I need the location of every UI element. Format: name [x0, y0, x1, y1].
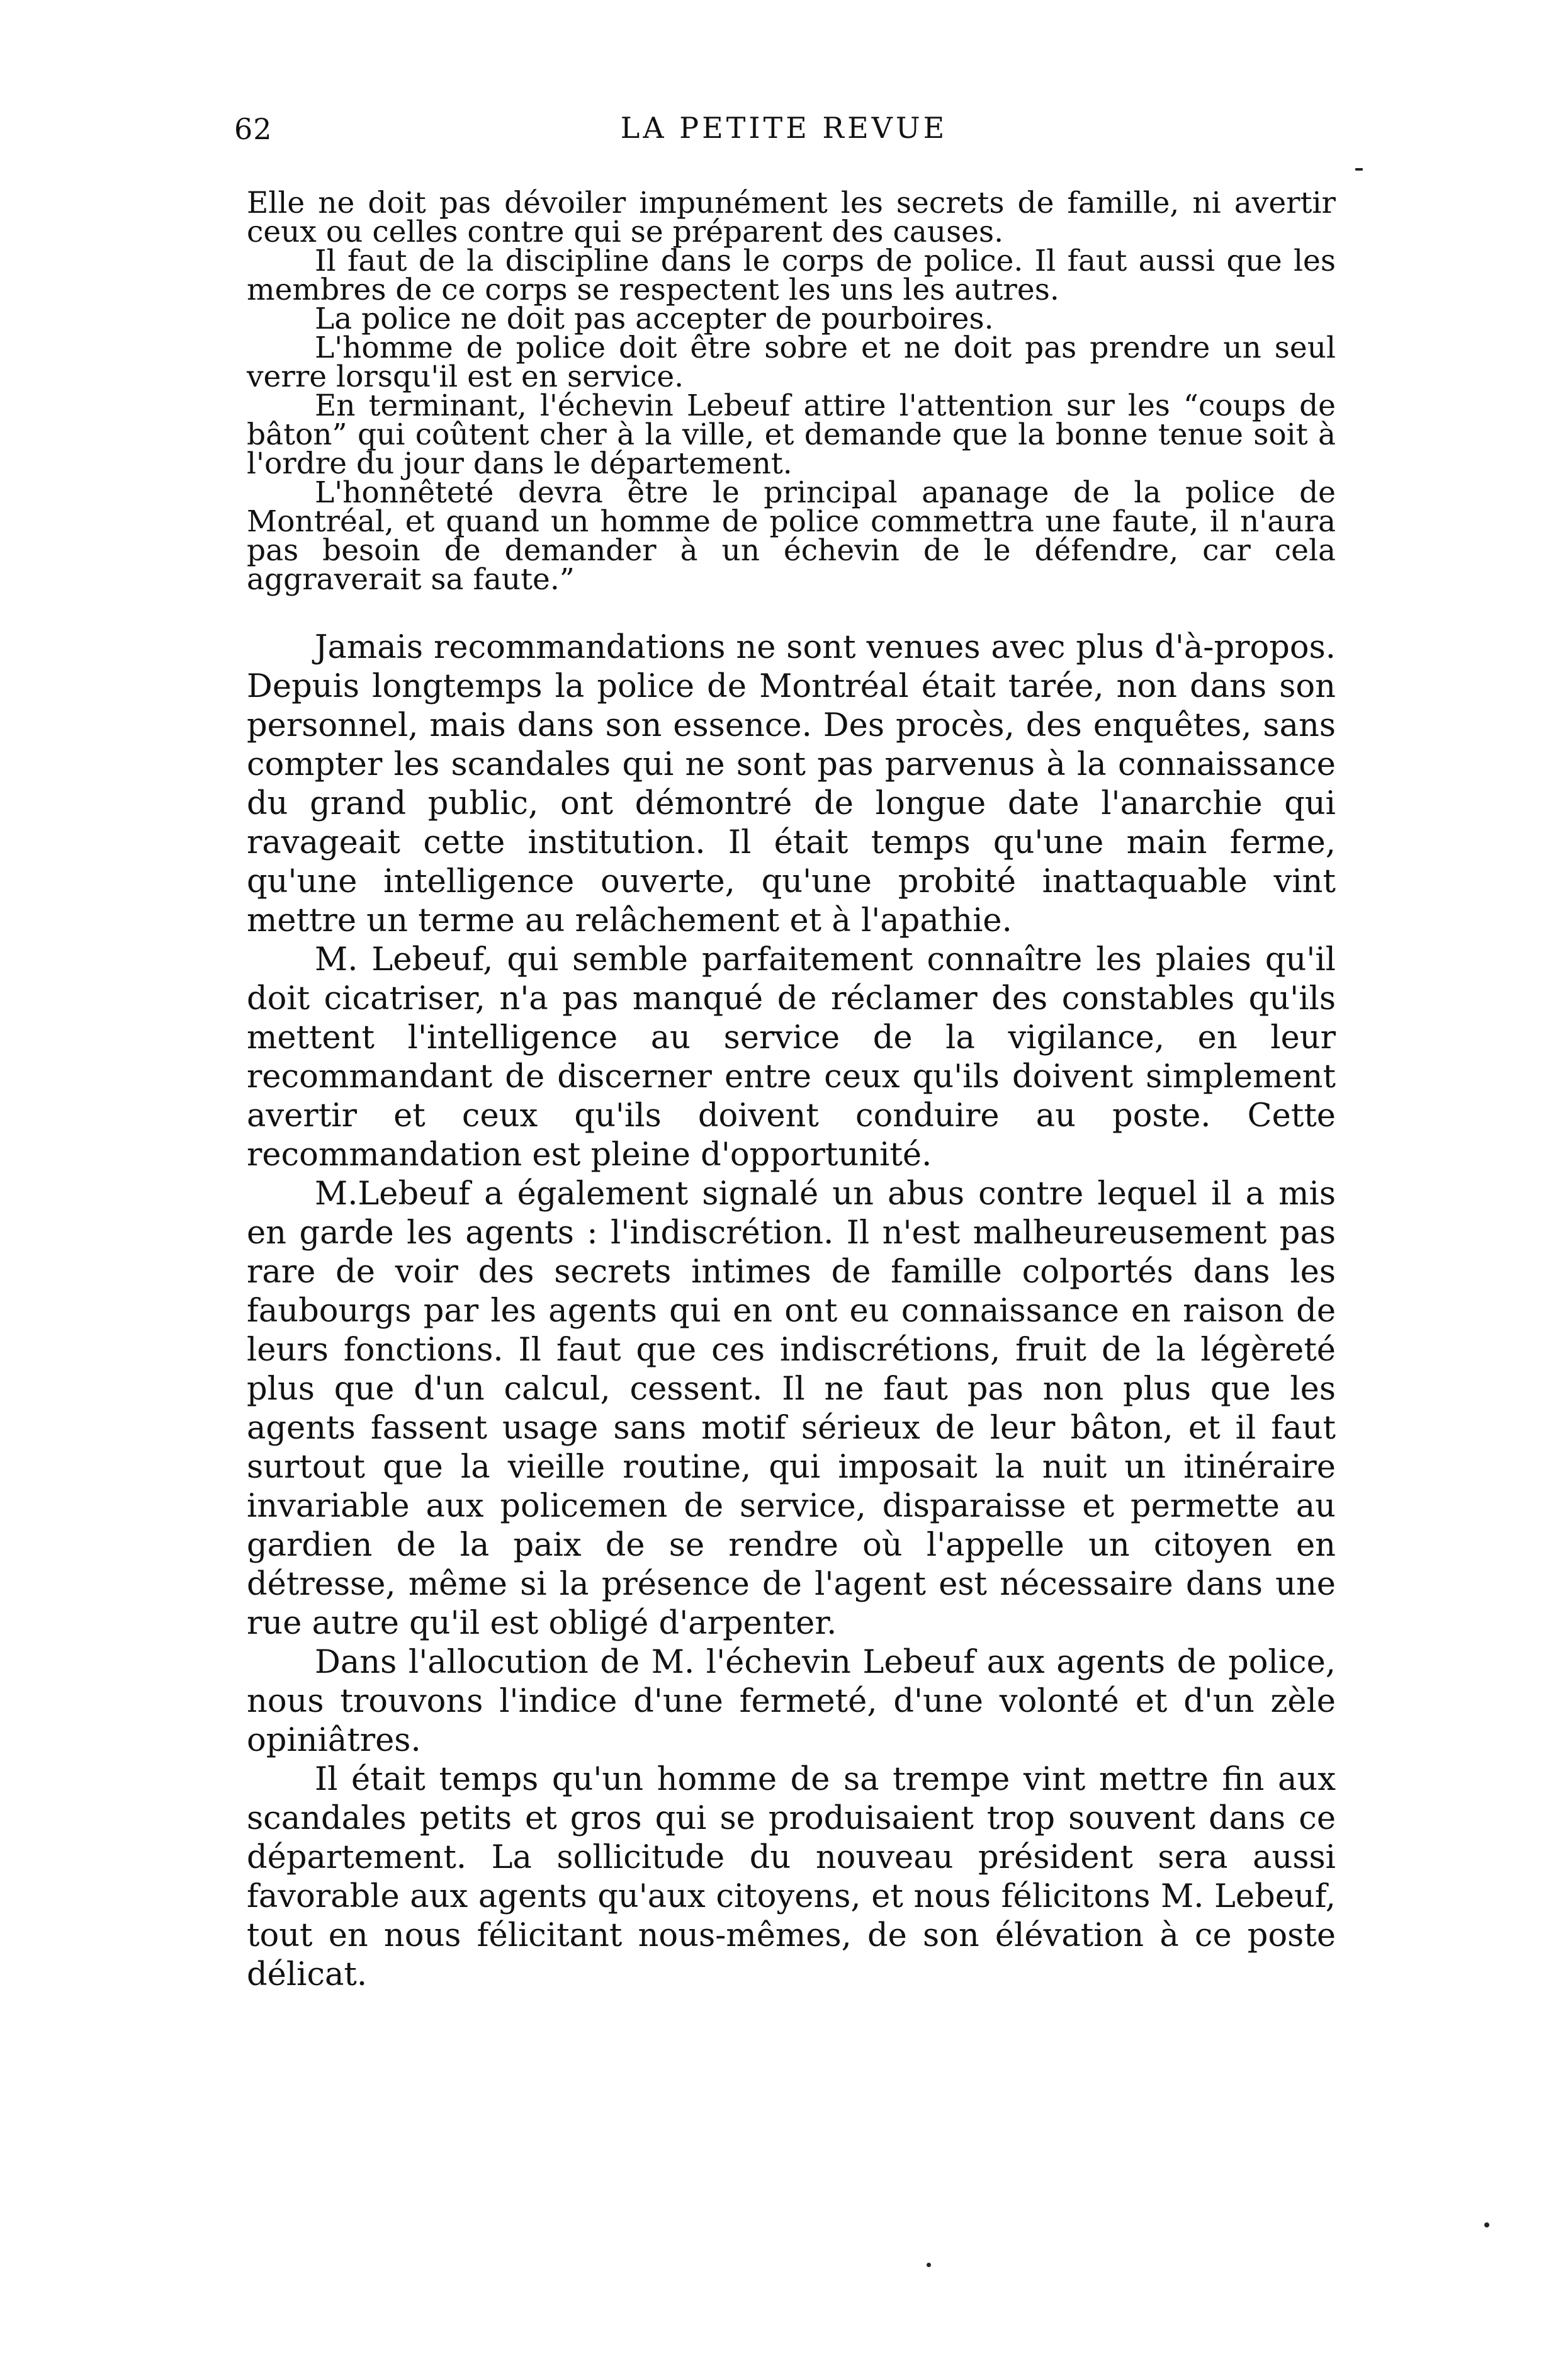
quote-paragraph-3: La police ne doit pas accepter de pourboires.	[315, 302, 994, 336]
scan-speck	[1484, 2222, 1489, 2227]
essay-paragraph-1: Jamais recommandations ne sont venues avec plus d'à-propos. Depuis longtemps la police de Montréal était tarée, non dans son personnel, mais dans son essence. Des procès, des enquêtes, sans compter les scandales qui ne sont pas parvenus à la connaissance du grand public, ont démontré de longue date l'anarchie qui ravageait cette institution. Il était temps qu'une main ferme, qu'une intelligence ouverte, qu'une probité inattaquable vint mettre un terme au relâchement et à l'apathie.	[247, 629, 1336, 939]
quote-paragraph-1: Elle ne doit pas dévoiler impunément les secrets de famille, ni avertir ceux ou celles contre qui se préparent des causes.	[247, 186, 1336, 249]
essay-paragraph-2: M. Lebeuf, qui semble parfaitement connaître les plaies qu'il doit cicatriser, n'a pas manqué de réclamer des constables qu'ils mettent l'intelligence au service de la vigilance, en leur recommandant de discerner entre ceux qu'ils doivent simplement avertir et ceux qu'ils doivent conduire au poste. Cette recommandation est pleine d'opportunité.	[247, 941, 1336, 1174]
editorial-section	[247, 628, 1336, 1995]
quote-paragraph-2: Il faut de la discipline dans le corps de police. Il faut aussi que les membres de ce corps se respectent les uns les autres.	[247, 244, 1336, 307]
body-text	[247, 186, 1336, 1995]
quote-paragraph-4: L'homme de police doit être sobre et ne doit pas prendre un seul verre lorsqu'il est en service.	[247, 331, 1336, 394]
essay-paragraph-3: M.Lebeuf a également signalé un abus contre lequel il a mis en garde les agents : l'indiscrétion. Il n'est malheureusement pas rare de voir des secrets intimes de famille colportés dans les faubourgs par les agents qui en ont eu connaissance en raison de leurs fonctions. Il faut que ces indiscrétions, fruit de la légèreté plus que d'un calcul, cessent. Il ne faut pas non plus que les agents fassent usage sans motif sérieux de leur bâton, et il faut surtout que la vieille routine, qui imposait la nuit un itinéraire invariable aux policemen de service, disparaisse et permette au gardien de la paix de se rendre où l'appelle un citoyen en détresse, même si la présence de l'agent est nécessaire dans une rue autre qu'il est obligé d'arpenter.	[247, 1175, 1336, 1642]
scan-speck	[927, 2263, 931, 2267]
quote-paragraph-6: L'honnêteté devra être le principal apanage de la police de Montréal, et quand un homme de police commettra une faute, il n'aura pas besoin de demander à un échevin de le défendre, car cela aggraverait sa faute.”	[247, 475, 1336, 597]
page-number: 62	[234, 112, 273, 146]
quote-paragraph-5: En terminant, l'échevin Lebeuf attire l'attention sur les “coups de bâton” qui coûtent cher à la ville, et demande que la bonne tenue soit à l'ordre du jour dans le département.	[247, 388, 1336, 481]
running-title: LA PETITE REVUE	[620, 111, 948, 145]
quoted-speech-section	[247, 186, 1336, 597]
essay-paragraph-5: Il était temps qu'un homme de sa trempe vint mettre fin aux scandales petits et gros qui se produisaient trop souvent dans ce département. La sollicitude du nouveau président sera aussi favorable aux agents qu'aux citoyens, et nous félicitons M. Lebeuf, tout en nous félicitant nous-mêmes, de son élévation à ce poste délicat.	[247, 1761, 1336, 1993]
essay-paragraph-4: Dans l'allocution de M. l'échevin Lebeuf aux agents de police, nous trouvons l'indice d'une fermeté, d'une volonté et d'un zèle opiniâtres.	[247, 1644, 1336, 1759]
scan-speck	[1355, 168, 1363, 171]
